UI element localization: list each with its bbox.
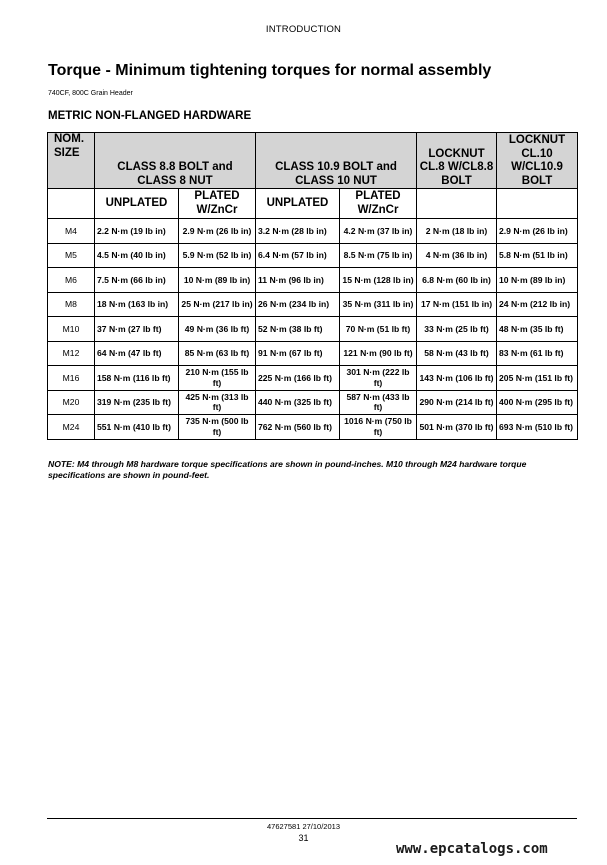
cell-class88-plated: 425 N·m (313 lb ft) [179,390,256,415]
header-locknut-cl10: LOCKNUT CL.10 W/CL10.9 BOLT [497,133,578,189]
cell-locknut-cl8: 4 N·m (36 lb in) [417,243,497,268]
header-unplated-10-9: UNPLATED [256,189,340,219]
cell-class109-unplated: 440 N·m (325 lb ft) [256,390,340,415]
cell-class109-plated: 1016 N·m (750 lb ft) [340,415,417,440]
page-subtitle: 740CF, 800C Grain Header [48,90,133,97]
cell-class88-plated: 49 N·m (36 lb ft) [179,317,256,342]
table-row [48,415,578,440]
cell-class109-plated: 35 N·m (311 lb in) [340,292,417,317]
cell-class88-unplated: 64 N·m (47 lb ft) [95,341,179,366]
watermark-link[interactable]: www.epcatalogs.com [396,841,548,857]
cell-locknut-cl8: 17 N·m (151 lb in) [417,292,497,317]
cell-class88-unplated: 37 N·m (27 lb ft) [95,317,179,342]
cell-locknut-cl10: 10 N·m (89 lb in) [497,268,578,293]
cell-class88-plated: 85 N·m (63 lb ft) [179,341,256,366]
cell-size: M6 [48,268,95,293]
cell-locknut-cl8: 33 N·m (25 lb ft) [417,317,497,342]
footer-divider [47,818,577,819]
page-title: Torque - Minimum tightening torques for normal assembly [48,62,492,79]
cell-class109-unplated: 3.2 N·m (28 lb in) [256,219,340,244]
cell-locknut-cl8: 143 N·m (106 lb ft) [417,366,497,391]
table-row [48,390,578,415]
cell-locknut-cl10: 2.9 N·m (26 lb in) [497,219,578,244]
cell-class109-plated: 4.2 N·m (37 lb in) [340,219,417,244]
cell-class88-unplated: 7.5 N·m (66 lb in) [95,268,179,293]
cell-class88-unplated: 158 N·m (116 lb ft) [95,366,179,391]
table-note: NOTE: M4 through M8 hardware torque specifications are shown in pound-inches. M10 through M24 hardware torque specifications are shown in pound-feet. [48,459,527,480]
cell-class109-unplated: 762 N·m (560 lb ft) [256,415,340,440]
header-plated-8-8: PLATED W/ZnCr [179,189,256,219]
cell-class109-unplated: 225 N·m (166 lb ft) [256,366,340,391]
cell-class109-plated: 121 N·m (90 lb ft) [340,341,417,366]
table-row [48,219,578,244]
cell-class109-unplated: 6.4 N·m (57 lb in) [256,243,340,268]
cell-size: M16 [48,366,95,391]
cell-class88-plated: 5.9 N·m (52 lb in) [179,243,256,268]
cell-locknut-cl10: 5.8 N·m (51 lb in) [497,243,578,268]
table-row [48,341,578,366]
header-blank [417,189,497,219]
table-row [48,243,578,268]
cell-locknut-cl10: 693 N·m (510 lb ft) [497,415,578,440]
cell-class109-plated: 70 N·m (51 lb ft) [340,317,417,342]
cell-size: M20 [48,390,95,415]
cell-class88-plated: 10 N·m (89 lb in) [179,268,256,293]
cell-locknut-cl8: 501 N·m (370 lb ft) [417,415,497,440]
cell-locknut-cl10: 83 N·m (61 lb ft) [497,341,578,366]
table-row [48,317,578,342]
cell-class88-unplated: 4.5 N·m (40 lb in) [95,243,179,268]
cell-locknut-cl10: 205 N·m (151 lb ft) [497,366,578,391]
cell-class109-plated: 8.5 N·m (75 lb in) [340,243,417,268]
cell-locknut-cl8: 2 N·m (18 lb in) [417,219,497,244]
section-heading: METRIC NON-FLANGED HARDWARE [48,110,252,122]
header-plated-10-9: PLATED W/ZnCr [340,189,417,219]
cell-locknut-cl8: 58 N·m (43 lb ft) [417,341,497,366]
header-locknut-cl8: LOCKNUT CL.8 W/CL8.8 BOLT [417,133,497,189]
page-header-title: INTRODUCTION [265,24,342,35]
header-class-10-9: CLASS 10.9 BOLT and CLASS 10 NUT [256,133,417,189]
cell-class88-unplated: 2.2 N·m (19 lb in) [95,219,179,244]
cell-class109-unplated: 11 N·m (96 lb in) [256,268,340,293]
cell-class109-unplated: 91 N·m (67 lb ft) [256,341,340,366]
cell-class88-unplated: 551 N·m (410 lb ft) [95,415,179,440]
cell-size: M5 [48,243,95,268]
footer-page-number: 31 [298,833,309,843]
cell-class88-unplated: 18 N·m (163 lb in) [95,292,179,317]
torque-table [47,132,578,440]
cell-class109-plated: 15 N·m (128 lb in) [340,268,417,293]
cell-size: M10 [48,317,95,342]
table-row [48,268,578,293]
cell-class88-plated: 2.9 N·m (26 lb in) [179,219,256,244]
cell-class109-plated: 587 N·m (433 lb ft) [340,390,417,415]
cell-class88-plated: 210 N·m (155 lb ft) [179,366,256,391]
header-unplated-8-8: UNPLATED [95,189,179,219]
cell-class109-unplated: 52 N·m (38 lb ft) [256,317,340,342]
cell-class88-plated: 735 N·m (500 lb ft) [179,415,256,440]
table-row [48,366,578,391]
cell-locknut-cl10: 24 N·m (212 lb in) [497,292,578,317]
cell-locknut-cl8: 6.8 N·m (60 lb in) [417,268,497,293]
header-blank [48,189,95,219]
torque-table-body [48,219,578,440]
cell-locknut-cl8: 290 N·m (214 lb ft) [417,390,497,415]
header-blank [497,189,578,219]
cell-size: M8 [48,292,95,317]
header-nom-size: NOM. SIZE [48,133,95,189]
table-row [48,292,578,317]
cell-locknut-cl10: 48 N·m (35 lb ft) [497,317,578,342]
cell-class88-unplated: 319 N·m (235 lb ft) [95,390,179,415]
footer-doc-id: 47627581 27/10/2013 [267,822,340,831]
cell-class109-plated: 301 N·m (222 lb ft) [340,366,417,391]
cell-size: M24 [48,415,95,440]
cell-class88-plated: 25 N·m (217 lb in) [179,292,256,317]
cell-size: M12 [48,341,95,366]
header-class-8-8: CLASS 8.8 BOLT and CLASS 8 NUT [95,133,256,189]
cell-size: M4 [48,219,95,244]
cell-class109-unplated: 26 N·m (234 lb in) [256,292,340,317]
cell-locknut-cl10: 400 N·m (295 lb ft) [497,390,578,415]
